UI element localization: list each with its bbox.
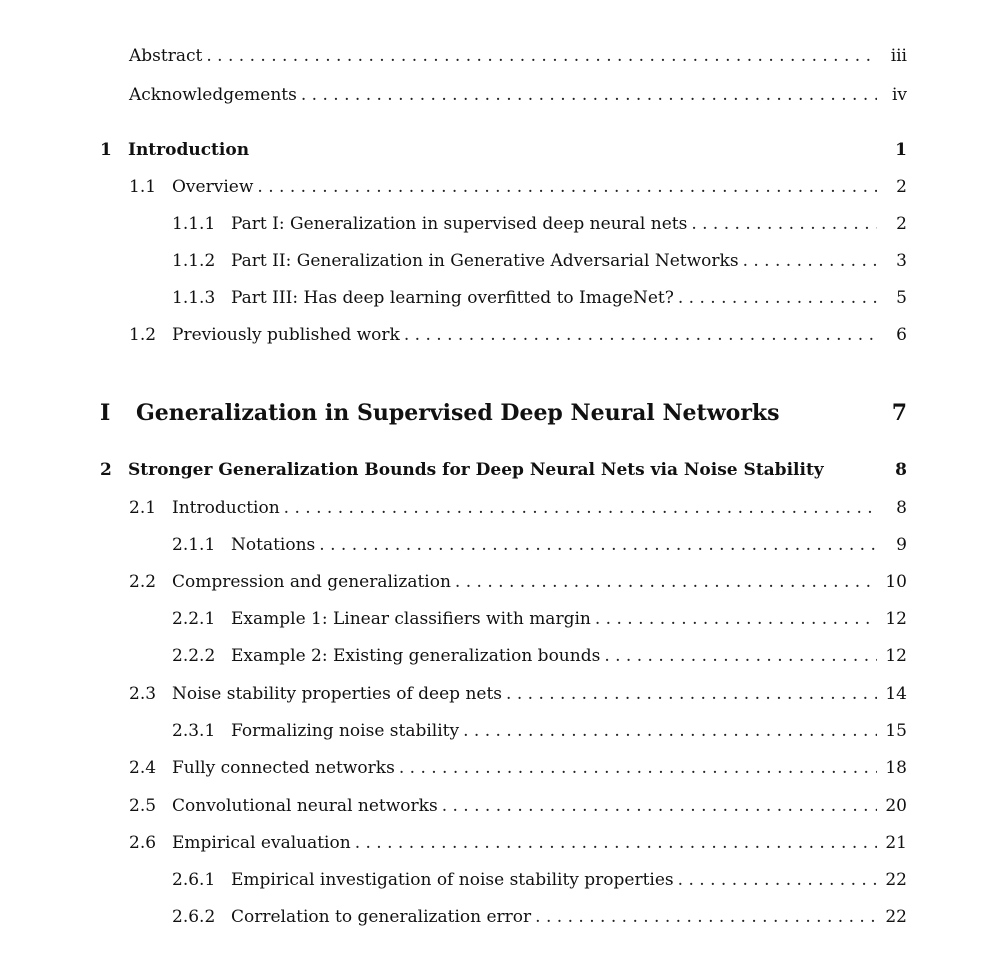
section-title: Introduction	[172, 498, 280, 518]
toc-entry-abstract[interactable]	[129, 46, 907, 66]
chapter-page: 8	[895, 460, 907, 480]
section-title: Previously published work	[172, 325, 400, 345]
subsection-page: 12	[885, 646, 907, 666]
subsection-title: Formalizing noise stability	[231, 721, 460, 741]
chapter-page: 1	[895, 140, 907, 160]
dot-leader	[691, 214, 877, 234]
subsection-number: 2.2.1	[172, 609, 216, 629]
dot-leader	[595, 609, 877, 629]
toc-subsection[interactable]	[172, 214, 907, 234]
toc-entry-acknowledgements[interactable]	[129, 85, 907, 105]
subsection-number: 2.3.1	[172, 721, 216, 741]
toc-subsection[interactable]	[172, 251, 907, 271]
section-number: 2.3	[129, 684, 157, 704]
section-page: 2	[896, 177, 907, 197]
toc-subsection[interactable]	[172, 535, 907, 555]
toc-chapter-1[interactable]	[100, 140, 907, 160]
section-page: 8	[896, 498, 907, 518]
toc-entry-title: Acknowledgements	[129, 85, 297, 105]
toc-chapter-2[interactable]	[100, 460, 907, 480]
dot-leader	[506, 684, 877, 704]
dot-leader	[206, 46, 877, 66]
part-page: 7	[891, 400, 907, 426]
subsection-page: 5	[896, 288, 907, 308]
section-page: 14	[885, 684, 907, 704]
toc-entry-page: iii	[890, 46, 907, 66]
section-page: 21	[885, 833, 907, 853]
toc-entry-page: iv	[891, 85, 907, 105]
toc-subsection[interactable]	[172, 609, 907, 629]
dot-leader	[319, 535, 877, 555]
part-title: Generalization in Supervised Deep Neural Networks	[136, 400, 780, 426]
subsection-title: Example 2: Existing generalization bounds	[231, 646, 601, 666]
dot-leader	[743, 251, 877, 271]
subsection-page: 3	[896, 251, 907, 271]
subsection-number: 2.1.1	[172, 535, 216, 555]
toc-section[interactable]	[129, 684, 907, 704]
chapter-title: Introduction	[128, 140, 250, 160]
dot-leader	[463, 721, 877, 741]
subsection-number: 2.6.2	[172, 907, 216, 927]
section-number: 1.1	[129, 177, 157, 197]
section-number: 2.2	[129, 572, 157, 592]
toc-section[interactable]	[129, 796, 907, 816]
subsection-page: 12	[885, 609, 907, 629]
subsection-page: 9	[896, 535, 907, 555]
dot-leader	[355, 833, 877, 853]
section-number: 2.4	[129, 758, 157, 778]
subsection-page: 22	[885, 907, 907, 927]
toc-subsection[interactable]	[172, 907, 907, 927]
section-title: Overview	[172, 177, 254, 197]
subsection-number: 1.1.1	[172, 214, 216, 234]
toc-section[interactable]	[129, 572, 907, 592]
subsection-number: 2.6.1	[172, 870, 216, 890]
section-page: 6	[896, 325, 907, 345]
toc-part-1[interactable]	[100, 400, 907, 426]
section-number: 2.5	[129, 796, 157, 816]
dot-leader	[678, 288, 877, 308]
section-title: Compression and generalization	[172, 572, 451, 592]
subsection-title: Correlation to generalization error	[231, 907, 532, 927]
toc-subsection[interactable]	[172, 721, 907, 741]
dot-leader	[678, 870, 877, 890]
subsection-title: Part I: Generalization in supervised deep neural nets	[231, 214, 688, 234]
section-title: Convolutional neural networks	[172, 796, 438, 816]
toc-entry-title: Abstract	[129, 46, 203, 66]
subsection-title: Notations	[231, 535, 316, 555]
toc-section[interactable]	[129, 758, 907, 778]
chapter-number: 1	[100, 140, 112, 160]
subsection-number: 1.1.3	[172, 288, 216, 308]
section-number: 2.1	[129, 498, 157, 518]
subsection-title: Example 1: Linear classifiers with margin	[231, 609, 591, 629]
section-title: Noise stability properties of deep nets	[172, 684, 503, 704]
section-page: 10	[885, 572, 907, 592]
section-title: Empirical evaluation	[172, 833, 351, 853]
subsection-number: 2.2.2	[172, 646, 216, 666]
toc-section[interactable]	[129, 177, 907, 197]
part-number: I	[100, 400, 111, 426]
subsection-page: 2	[896, 214, 907, 234]
dot-leader	[604, 646, 877, 666]
dot-leader	[284, 498, 877, 518]
toc-section[interactable]	[129, 498, 907, 518]
dot-leader	[442, 796, 877, 816]
section-number: 2.6	[129, 833, 157, 853]
subsection-number: 1.1.2	[172, 251, 216, 271]
subsection-page: 15	[885, 721, 907, 741]
toc-section[interactable]	[129, 325, 907, 345]
subsection-page: 22	[885, 870, 907, 890]
subsection-title: Part III: Has deep learning overfitted to ImageNet?	[231, 288, 674, 308]
dot-leader	[455, 572, 877, 592]
dot-leader	[535, 907, 877, 927]
toc-section[interactable]	[129, 833, 907, 853]
toc-subsection[interactable]	[172, 288, 907, 308]
dot-leader	[257, 177, 877, 197]
dot-leader	[399, 758, 877, 778]
section-page: 18	[885, 758, 907, 778]
toc-subsection[interactable]	[172, 646, 907, 666]
subsection-title: Empirical investigation of noise stability properties	[231, 870, 674, 890]
section-page: 20	[885, 796, 907, 816]
section-title: Fully connected networks	[172, 758, 395, 778]
subsection-title: Part II: Generalization in Generative Adversarial Networks	[231, 251, 739, 271]
toc-subsection[interactable]	[172, 870, 907, 890]
chapter-number: 2	[100, 460, 112, 480]
dot-leader	[301, 85, 877, 105]
chapter-title: Stronger Generalization Bounds for Deep Neural Nets via Noise Stability	[128, 460, 824, 480]
dot-leader	[404, 325, 877, 345]
section-number: 1.2	[129, 325, 157, 345]
